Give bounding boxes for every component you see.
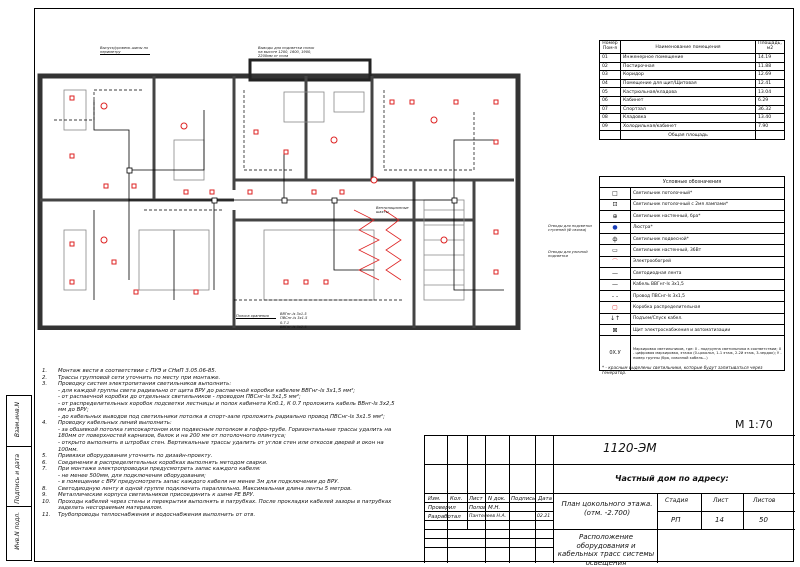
table-row: 08 Кладовка 13.40 [600,114,785,123]
developed-name: Пантелеев Н.А. [469,514,507,519]
marking-icon: 0Х.У [600,336,631,371]
checked-name: Попов М.Н. [469,505,501,511]
legend-item: ↓↑ Подъем/Спуск кабел. [600,313,785,324]
wall-sconce-icon: ⊕ [600,211,631,222]
rooms-table-header: Номер Пом-я Наименование помещения Площадь, м2 [600,41,785,54]
ceiling-light-icon: □ [600,188,631,199]
legend-item: ⊕ Светильник настенный, бра* [600,211,785,222]
sheet-title: План цокольного этажа. (отм. -2.700) [561,500,653,517]
col-date: Дата [538,496,552,502]
stage-value: РП [671,516,681,524]
sheet-label: Лист [713,497,729,504]
side-label-signature: Подпись и дата [14,454,21,504]
doc-code: 1120-ЭМ [603,441,657,455]
chandelier-icon: ● [600,222,631,233]
legend-item: ⌒ Электрообогрей [600,256,785,267]
general-notes [42,368,414,519]
note-5: 5. Привязки оборудования уточнить по дизайн-проекту. [42,453,213,460]
cable-label-list: ВВГнг-ls 3х1.5 ПВСнг-ls 3х1.5 0.7.1 ВВГнг-ls 3х2.5 [280,312,308,330]
checked-label: Проверил [428,505,456,511]
developed-label: Разработал [428,514,461,520]
stage-label: Стадия [665,497,689,504]
side-label-inventory: Инв.N подл. [14,512,21,550]
legend-item: — Кабель ВВГнг-ls 3х1,5 [600,279,785,290]
table-row: 04 Помещение для щит/Щитовая 12.41 [600,79,785,88]
sheets-value: 50 [759,516,768,524]
col-kol: Кол. [450,496,463,502]
note-10: 10. Проходы кабелей через стены и перекрытия выполнять в патрубках. После прокладки кабелей зазоры в патрубках заделать несгораемым материалом. [42,498,392,512]
legend-item: ⊡ Светильник потолочный с 2мя лампами* [600,199,785,210]
note-2: 2. Трассы групповой сети уточнить по месту при монтаже. [42,374,221,381]
side-strip [6,395,32,561]
note-11: 11. Трубопроводы теплоснабжения и водоснабжения выполнить от отв. [42,512,256,519]
title-block [424,435,795,567]
note-1: 1. Монтаж вести в соответствии с ПУЭ и СНиП 3.05.06-85. [42,368,217,374]
legend-title-row: Условные обозначения [600,177,785,188]
led-strip-icon: — [600,268,631,279]
outer-wall [40,76,518,328]
sheets-label: Листов [753,497,776,504]
note-7: 7. При монтаже электропроводки предусмотреть запас каждого кабеля: - не менее 500мм, для подключения оборудования; - в помещении с ВРУ предусмотреть запас каждого кабеля не менее 3м для подключения до ВРУ. [42,466,340,486]
callout-shelf-lights: Выводы для подсветки полок на высоте 1200, 1600, 1900, 2200мм от пола [258,46,315,59]
legend-footnote: * - красным выделены светильники, которые будут запитываться через генератор. [602,365,763,375]
table-row: 09 Холодильная/кабинет 7.90 [600,122,785,131]
note-4: 4. Проводку кабельных линий выполнить: - за обшивкой потолка гипсокартоном или подвесным потолком в гофро-трубе. Горизонтальные трассы удалить на 180мм от поверхностей карнизов, балок и на 200 мм от потолочного плинтуса; - открыто выполнить в штробах стен. Вертикальные трассы удалить от углов стен или откосов дверей и окон на 100мм. [42,420,392,453]
panel-icon: ⊠ [600,325,631,336]
wall-light-icon: ▭ [600,245,631,256]
developed-date: 02.21 [537,514,551,519]
note-3: 3. Проводку систем электропитания светильников выполнить: - для каждой группы света радиально от щита ВРУ до распаечной коробки кабелем ВВГнг-ls 3х1,5 мм²; - от распаечной коробки до отдельных светильников - проводом ПВСнг-ls 3х1,5 мм²; - от распределительных коробок подсветки лестницы и полок кабинета Кл0.1, К 0.7 проложить кабель ВВнг-ls 3х2,5 мм до ВРУ; - до кабельных выводов под светильники потолка в спорт-зале проложить радиально провод ПВСнг-ls 3х1.5 мм²; [42,381,395,420]
callout-busbar: Выпуск/уровень шины по периметру [100,46,149,55]
legend-item: ▭ Светильник настенный, 36Вт [600,245,785,256]
cable-icon: — [600,279,631,290]
legend-item: - - Провод ПВСнг-ls 3х1,5 [600,290,785,301]
table-row: 06 Кабинет 6.29 [600,96,785,105]
col-izm: Изм. [428,496,441,502]
junction-box-icon: ▢ [600,302,631,313]
furniture [64,90,464,300]
riser-icon: ↓↑ [600,313,631,324]
legend-item: ⊠ Щит электроснабжения и автоматизации [600,325,785,336]
junction-boxes [127,168,457,203]
table-row: 07 Спортзал 36.32 [600,105,785,114]
callout-storage: Полоса хранения [236,314,276,319]
callout-steps: Отводы для подсветки ступеней (Ф связка) [548,224,592,233]
legend-item: ф Светильник подвесной* [600,233,785,244]
side-label-replace: Взам.инв.N [14,402,21,438]
col-ndoc: N док. [488,496,506,502]
rooms-table [599,40,785,140]
callout-outdoor: Отводы для уличной подсветки [548,250,588,259]
legend-item: □ Светильник потолочный* [600,188,785,199]
legend-item: 0Х.У Маркировка светильников, где: 0 - подгруппа светильника в соответствии; Х - цифровая маркировка, этажа (0-цокольн, 1-1 этаж, 2-2й этаж, 3-чердак); У - номер группы (бра, сквозной кабель...) [600,336,785,371]
callout-vent: Вентиляционные шахты [376,206,409,214]
double-light-icon: ⊡ [600,199,631,210]
interior-walls [40,76,514,328]
note-8: 8. Светодиодную ленту в одной группе подключать параллельно. Максимальная длина ленты 5 метров. [42,485,353,492]
table-row: 02 Постирочная 11.88 [600,62,785,71]
pendant-light-icon: ф [600,233,631,244]
col-list: Лист [469,496,483,502]
legend-item: ▢ Коробка распределительная [600,302,785,313]
heater-icon: ⌒ [600,256,631,267]
note-6: 6. Соединения в распределительных коробках выполнять методом сварки. [42,459,268,466]
legend-item: — Светодиодная лента [600,268,785,279]
legend-item: ● Люстра* [600,222,785,233]
legend-table [599,176,785,371]
note-9: 9. Металлические корпуса светильников присоединить к шине PE ВРУ. [42,492,255,499]
table-row-total: Общая площадь [600,131,785,140]
scale-label: М 1:70 [735,418,773,431]
table-row: 03 Коридор 12.69 [600,71,785,80]
col-sign: Подпись [511,496,536,502]
sheet-description: Расположение оборудования и кабельных трасс системы освещения [557,533,655,567]
table-row: 01 Инженерное помещение 14.19 [600,54,785,63]
table-row: 05 Кастрюльная/кладова 13.04 [600,88,785,97]
wire-icon: - - [600,290,631,301]
object-title: Частный дом по адресу: [615,474,729,483]
floor-plan [34,30,594,330]
sheet-value: 14 [715,516,724,524]
